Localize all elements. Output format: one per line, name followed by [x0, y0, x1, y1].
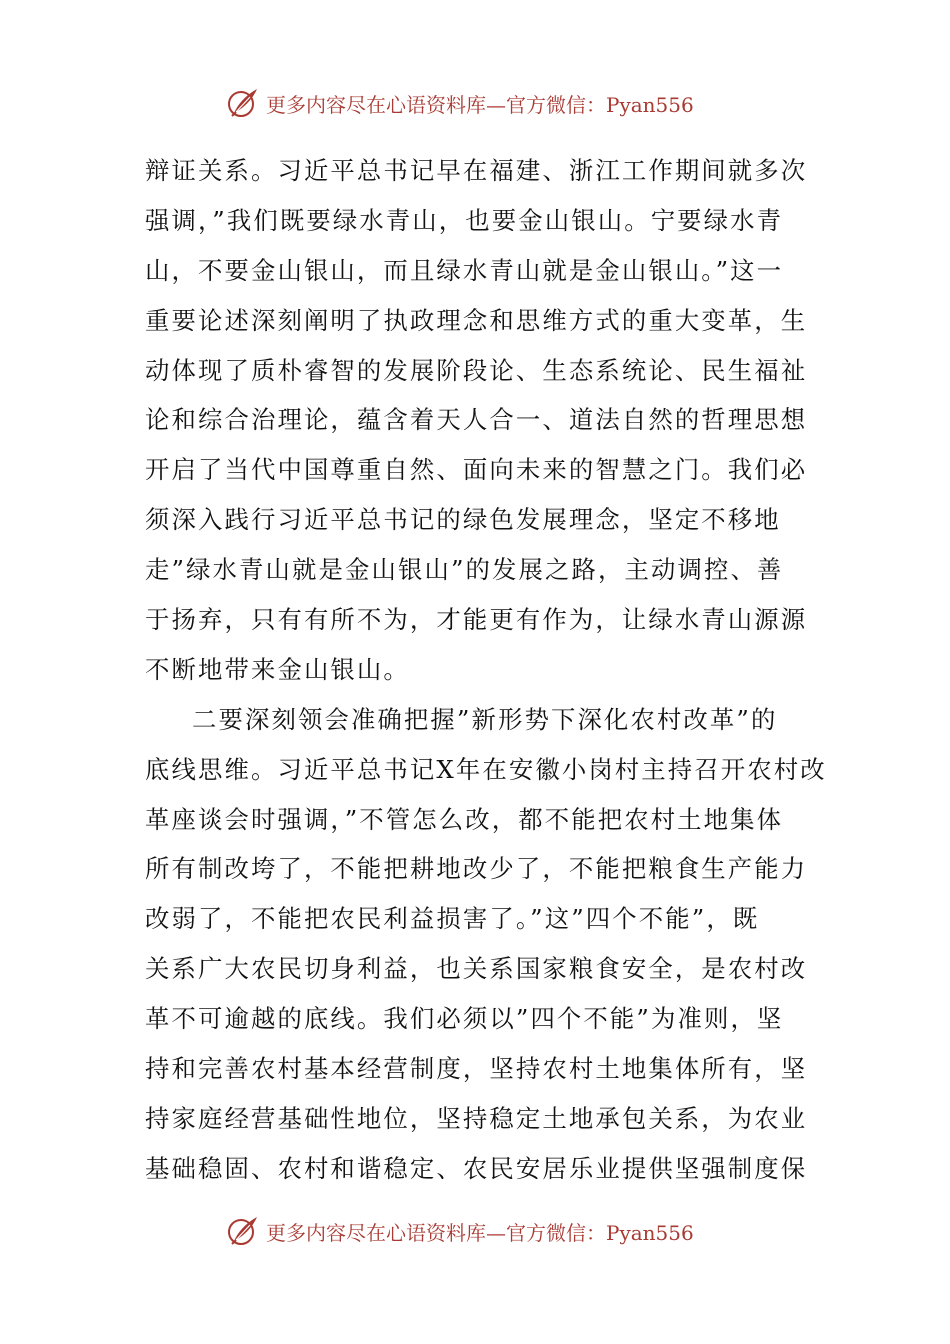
paragraph-line: 不断地带来金山银山。: [145, 654, 410, 684]
feather-pen-logo-icon: [226, 86, 260, 120]
header-banner: [226, 83, 694, 123]
paragraph-line: 强调，”我们既要绿水青山，也要金山银山。宁要绿水青: [145, 205, 784, 235]
paragraph-line: 基础稳固、农村和谐稳定、农民安居乐业提供坚强制度保: [145, 1153, 808, 1183]
paragraph-line: 走”绿水青山就是金山银山”的发展之路，主动调控、善: [145, 555, 784, 585]
paragraph-line: 关系广大农民切身利益，也关系国家粮食安全，是农村改: [145, 954, 808, 984]
paragraph-line: 持家庭经营基础性地位，坚持稳定土地承包关系，为农业: [145, 1103, 808, 1133]
paragraph-line: 须深入践行习近平总书记的绿色发展理念，坚定不移地: [145, 505, 781, 535]
paragraph-line: 辩证关系。习近平总书记早在福建、浙江工作期间就多次: [145, 156, 808, 185]
paragraph-line: 持和完善农村基本经营制度，坚持农村土地集体所有，坚: [145, 1054, 808, 1084]
paragraph-line: 所有制改垮了，不能把耕地改少了，不能把粮食生产能力: [145, 854, 808, 884]
paragraph-line: 革座谈会时强调，”不管怎么改，都不能把农村土地集体: [145, 804, 784, 834]
paragraph-line: 重要论述深刻阐明了执政理念和思维方式的重大变革，生: [145, 305, 808, 335]
paragraph-line: 山，不要金山银山，而且绿水青山就是金山银山。”这一: [145, 255, 784, 285]
paragraph-line: 底线思维。习近平总书记X年在安徽小岗村主持召开农村改: [145, 754, 827, 784]
footer-banner: [226, 1211, 694, 1251]
paragraph-line: 论和综合治理论，蕴含着天人合一、道法自然的哲理思想: [145, 405, 808, 435]
paragraph-line: 革不可逾越的底线。我们必须以”四个不能”为准则，坚: [145, 1004, 784, 1034]
paragraph-line: 二要深刻领会准确把握”新形势下深化农村改革”的: [192, 704, 778, 734]
paragraph-line: 改弱了，不能把农民利益损害了。”这”四个不能”，既: [145, 904, 760, 934]
feather-pen-logo-icon: [226, 1214, 260, 1248]
paragraph-line: 动体现了质朴睿智的发展阶段论、生态系统论、民生福祉: [145, 355, 808, 385]
header-banner-text: 更多内容尽在心语资料库—官方微信：Pyan556: [266, 92, 694, 117]
paragraph-line: 于扬弃，只有有所不为，才能更有作为，让绿水青山源源: [145, 605, 808, 635]
footer-banner-text: 更多内容尽在心语资料库—官方微信：Pyan556: [266, 1220, 694, 1245]
paragraph-line: 开启了当代中国尊重自然、面向未来的智慧之门。我们必: [145, 455, 808, 485]
document-body: [145, 146, 827, 1194]
